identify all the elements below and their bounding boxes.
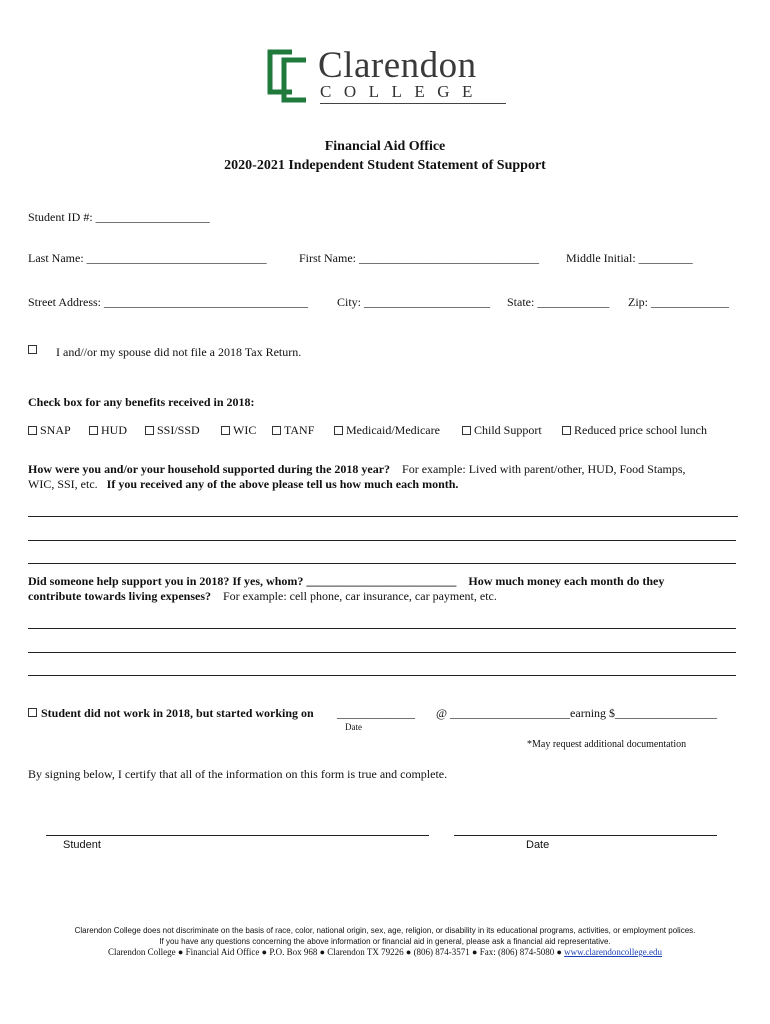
answer-line[interactable] — [28, 628, 736, 629]
questions-notice: If you have any questions concerning the above information or financial aid in general, please ask a financial aid representative. — [159, 937, 611, 946]
city-field[interactable]: City: _____________________ — [337, 295, 491, 309]
support-question-bold: How were you and/or your household supported during the 2018 year? — [28, 462, 391, 476]
college-logo-mark — [262, 48, 314, 104]
benefit-wic[interactable] — [221, 423, 256, 438]
help-question-amount: How much money each month do they — [468, 574, 665, 588]
benefit-checkbox[interactable] — [145, 426, 154, 435]
support-question-example-cont: WIC, SSI, etc. — [28, 477, 98, 491]
no-tax-checkbox[interactable] — [28, 345, 37, 354]
office-title: Financial Aid Office — [324, 139, 446, 154]
documentation-note: *May request additional documentation — [527, 739, 687, 750]
answer-line[interactable] — [28, 675, 736, 676]
student-signature-line[interactable] — [46, 835, 429, 836]
support-question-example: For example: Lived with parent/other, HUD, Food Stamps, — [402, 462, 686, 476]
answer-line[interactable] — [28, 540, 736, 541]
benefit-checkbox[interactable] — [272, 426, 281, 435]
last-name-field[interactable]: Last Name: ______________________________ — [28, 251, 267, 265]
contact-info — [0, 947, 770, 957]
help-question-line2 — [28, 589, 497, 604]
benefit-tanf[interactable] — [272, 423, 314, 438]
logo-underline — [320, 103, 506, 104]
benefit-school-lunch[interactable] — [562, 423, 707, 438]
street-address-field[interactable]: Street Address: __________________________________ — [28, 295, 308, 309]
did-not-work-label: Student did not work in 2018, but started working on — [41, 706, 314, 720]
benefit-checkbox[interactable] — [462, 426, 471, 435]
employer-earning-field[interactable]: @ ____________________earning $_________________ — [436, 706, 718, 720]
help-question-line1 — [28, 574, 664, 589]
logo-subtitle: COLLEGE — [320, 82, 485, 101]
answer-line[interactable] — [28, 652, 736, 653]
answer-line[interactable] — [28, 516, 738, 517]
date-signature-line[interactable] — [454, 835, 717, 836]
benefit-checkbox[interactable] — [28, 426, 37, 435]
middle-initial-field[interactable]: Middle Initial: _________ — [566, 251, 693, 265]
certify-statement: By signing below, I certify that all of the information on this form is true and complete. — [28, 767, 448, 781]
benefit-hud[interactable] — [89, 423, 127, 438]
benefit-checkbox[interactable] — [562, 426, 571, 435]
zip-field[interactable]: Zip: _____________ — [628, 295, 729, 309]
support-question-line1 — [28, 462, 686, 477]
help-question-example: For example: cell phone, car insurance, car payment, etc. — [223, 589, 497, 603]
benefit-child-support[interactable] — [462, 423, 542, 438]
support-question-line2 — [28, 477, 458, 492]
student-id-field[interactable]: Student ID #: ___________________ — [28, 210, 210, 224]
benefit-label: Child Support — [474, 423, 542, 437]
logo-name: Clarendon — [318, 45, 477, 86]
benefit-medicaid[interactable] — [334, 423, 440, 438]
nondiscrimination-notice: Clarendon College does not discriminate on the basis of race, color, national origin, sex, age, religion, or disability in its educational programs, activities, or employment polices. — [74, 926, 696, 935]
support-question-instruction: If you received any of the above please tell us how much each month. — [106, 477, 459, 491]
benefit-ssi[interactable] — [145, 423, 200, 438]
did-not-work-checkbox[interactable] — [28, 708, 37, 717]
benefit-label: WIC — [233, 423, 257, 437]
contact-details: Clarendon College ● Financial Aid Office ● P.O. Box 968 ● Clarendon TX 79226 ● (806) 874-3571 ● Fax: (806) 874-5080 ● — [107, 947, 562, 957]
benefit-checkbox[interactable] — [221, 426, 230, 435]
benefit-label: Reduced price school lunch — [574, 423, 707, 437]
form-title: 2020-2021 Independent Student Statement of Support — [224, 158, 546, 173]
no-tax-label: I and//or my spouse did not file a 2018 Tax Return. — [56, 345, 302, 359]
date-signature-label: Date — [526, 839, 550, 851]
benefit-label: TANF — [284, 423, 315, 437]
benefit-snap[interactable] — [28, 423, 71, 438]
first-name-field[interactable]: First Name: ______________________________ — [299, 251, 539, 265]
benefit-label: SNAP — [40, 423, 71, 437]
help-question-contribute: contribute towards living expenses? — [28, 589, 211, 603]
benefit-label: HUD — [101, 423, 127, 437]
help-question-whom: Did someone help support you in 2018? If yes, whom? _________________________ — [28, 574, 457, 588]
benefit-checkbox[interactable] — [89, 426, 98, 435]
start-date-field[interactable]: _____________ — [337, 706, 415, 720]
benefit-checkbox[interactable] — [334, 426, 343, 435]
benefit-label: Medicaid/Medicare — [346, 423, 440, 437]
state-field[interactable]: State: ____________ — [507, 295, 610, 309]
website-link[interactable]: www.clarendoncollege.edu — [564, 947, 663, 957]
benefit-label: SSI/SSD — [157, 423, 200, 437]
student-signature-label: Student — [63, 839, 101, 851]
answer-line[interactable] — [28, 563, 736, 564]
date-caption: Date — [345, 722, 362, 732]
benefits-heading: Check box for any benefits received in 2018: — [28, 395, 255, 409]
